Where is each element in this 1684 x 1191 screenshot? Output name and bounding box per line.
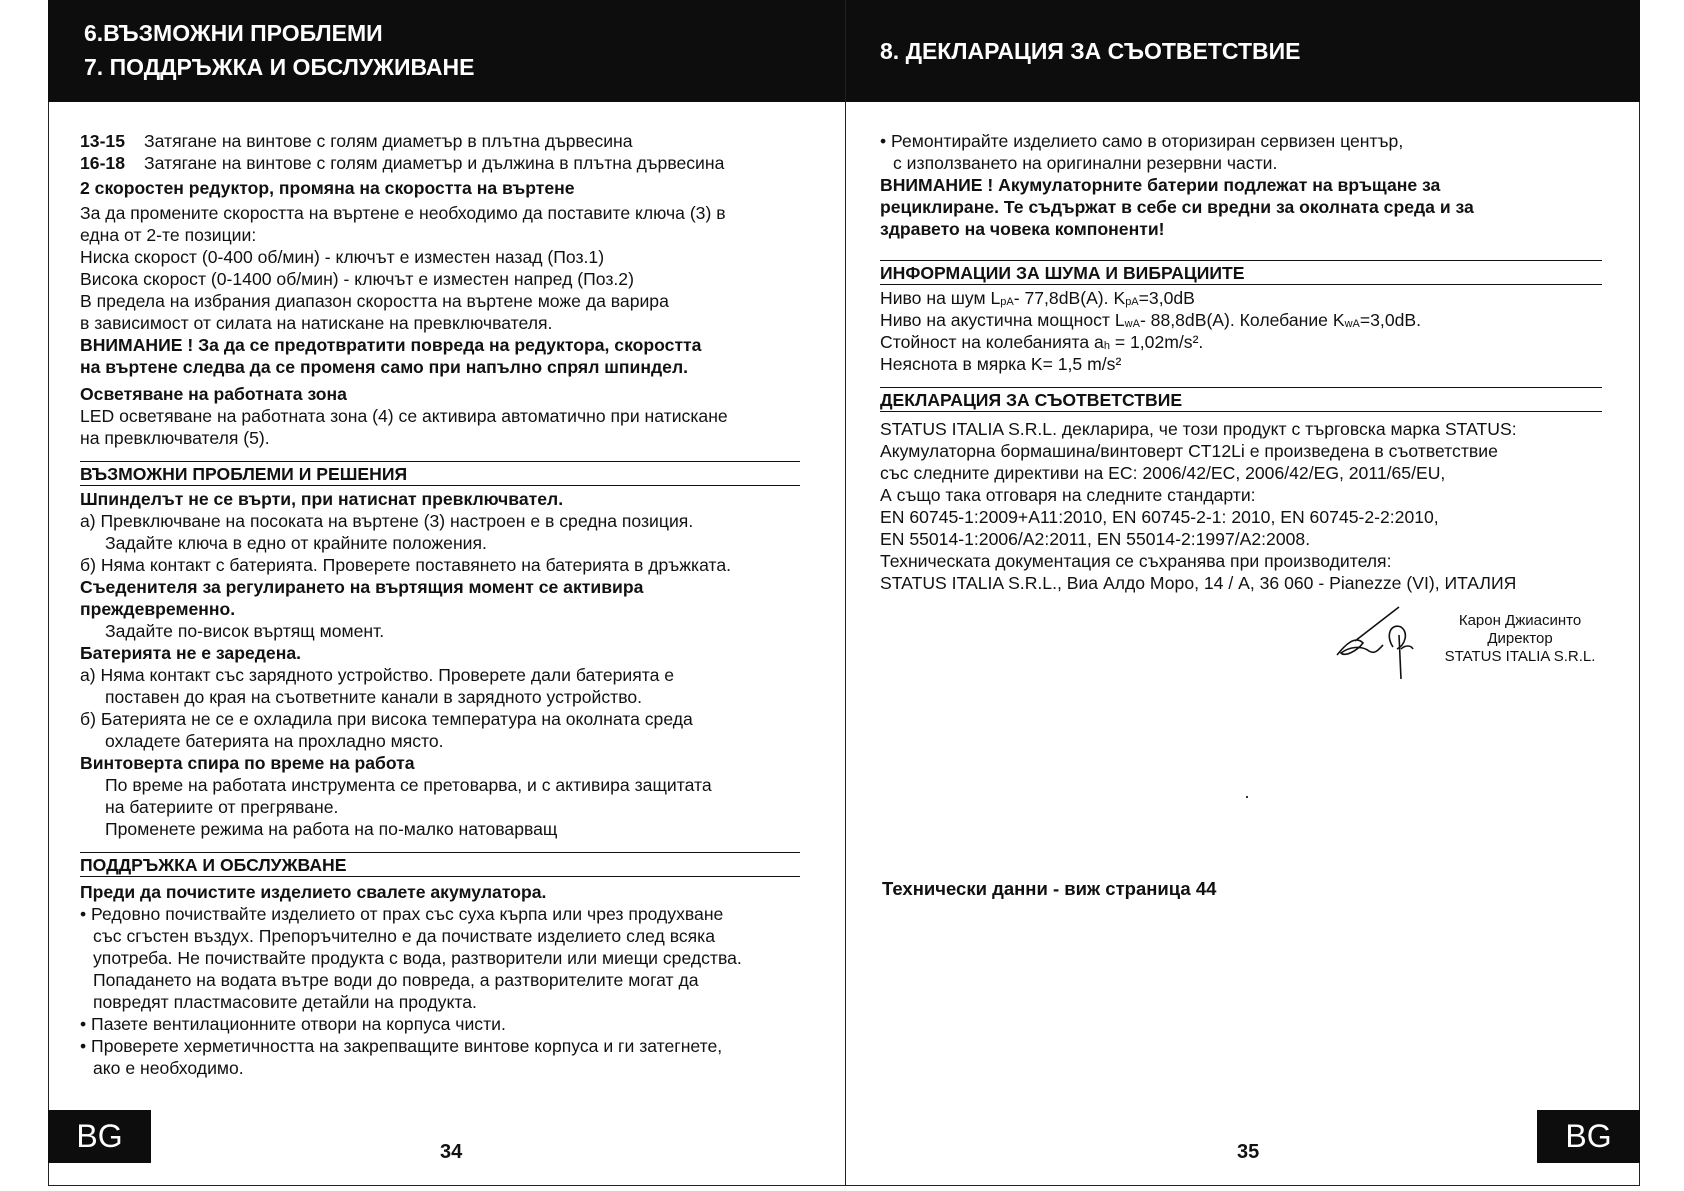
language-badge-right: BG (1537, 1110, 1640, 1163)
left-header-line1: 6.ВЪЗМОЖНИ ПРОБЛЕМИ (84, 20, 383, 46)
gear-line: За да промените скоростта на въртене е необходимо да поставите ключа (3) в (80, 203, 726, 223)
gear-warning: ВНИМАНИЕ ! За да се предотвратити повреда на редуктора, скоростта (80, 335, 702, 355)
maintenance-bullet-line: със сгъстен въздух. Препоръчително е да почиствате изделието след всяка (93, 926, 716, 946)
noise-level: Ниво на шум $L_{pA}-$ 77,8dB(A). $K_{pA}=3,0dB$ (880, 288, 1195, 308)
stray-dot (1246, 796, 1248, 798)
vibration-value: Стойност на колебанията $a_h = 1,02m/s^2$. (880, 332, 1204, 352)
problem-2-fix: Задайте по-висок въртящ момент. (105, 621, 385, 641)
page-divider (845, 0, 846, 1186)
problem-3-title: Батерията не е заредена. (80, 643, 302, 663)
declaration-line: със следните директиви на ЕС: 2006/42/EC, 2006/42/EG, 2011/65/EU, (880, 463, 1446, 483)
problems-title: ВЪЗМОЖНИ ПРОБЛЕМИ И РЕШЕНИЯ (80, 461, 800, 486)
light-line: LED осветяване на работната зона (4) се активира автоматично при натискане (80, 406, 728, 426)
left-column (80, 130, 840, 1079)
light-line: на превключвателя (5). (80, 428, 270, 448)
problem-1-title: Шпинделът не се върти, при натиснат превключвател. (80, 489, 564, 509)
repair-line: • Ремонтирайте изделието само в оторизиран сервизен център, (880, 131, 1404, 151)
problem-3-a: а) Няма контакт със зарядното устройство. Проверете дали батерията е (80, 665, 675, 685)
right-header (846, 0, 1640, 102)
problem-2-title: Съеденителя за регулирането на въртящия момент се активира (80, 577, 644, 597)
problem-2-title: преждевременно. (80, 599, 236, 619)
declaration-line: STATUS ITALIA S.R.L., Виа Алдо Моро, 14 / A, 36 060 - Pianezze (VI), ИТАЛИЯ (880, 573, 1517, 593)
declaration-line: А също така отговаря на следните стандарти: (880, 485, 1256, 505)
page-number-left: 34 (440, 1141, 463, 1163)
repair-line: с използването на оригинални резервни части. (893, 153, 1278, 173)
language-badge-left: BG (48, 1110, 151, 1163)
maintenance-bullet-line: ако е необходимо. (93, 1058, 244, 1078)
maintenance-title: ПОДДРЪЖКА И ОБСЛУЖВАНЕ (80, 852, 800, 877)
maintenance-bullet-line: употреба. Не почиствайте продукта с вода, разтворители или миещи средства. (93, 948, 742, 968)
problem-3-b: б) Батерията не се е охладила при висока температура на околната среда (80, 709, 693, 729)
acoustic-power: Ниво на акустична мощност $L_{wA}-$ 88,8dB(A). Колебание $K_{wA}=3,0dB$. (880, 310, 1422, 330)
right-header-title: 8. ДЕКЛАРАЦИЯ ЗА СЪОТВЕТСТВИЕ (880, 38, 1301, 64)
maintenance-bullet: • Пазете вентилационните отвори на корпуса чисти. (80, 1014, 506, 1034)
gear-line: Висока скорост (0-1400 об/мин) - ключът е изместен напред (Поз.2) (80, 269, 634, 289)
page-number-right: 35 (1237, 1141, 1260, 1163)
battery-warning: здравето на човека компоненти! (880, 219, 1165, 239)
declaration-line: EN 55014-1:2006/A2:2011, EN 55014-2:1997/A2:2008. (880, 529, 1311, 549)
problem-3-b-fix: охладете батерията на прохладно място. (105, 731, 444, 751)
noise-title: ИНФОРМАЦИИ ЗА ШУМА И ВИБРАЦИИТЕ (880, 260, 1602, 285)
problem-1-a: а) Превключване на посоката на въртене (3) настроен е в средна позиция. (80, 511, 694, 531)
maintenance-bullet-line: повредят пластмасовите детайли на продукта. (93, 992, 477, 1012)
declaration-line: STATUS ITALIA S.R.L. декларира, че този продукт с търговска марка STATUS: (880, 419, 1517, 439)
battery-warning: ВНИМАНИЕ ! Акумулаторните батерии подлежат на връщане за (880, 175, 1441, 195)
problem-4-line: на батериите от прегряване. (105, 797, 339, 817)
left-header (48, 0, 845, 102)
left-header-line2: 7. ПОДДРЪЖКА И ОБСЛУЖИВАНЕ (84, 54, 475, 80)
light-title: Осветяване на работната зона (80, 384, 347, 404)
problem-4-line: По време на работата инструмента се претоварва, и с активира защитата (105, 775, 712, 795)
gear-title: 2 скоростен редуктор, промяна на скоростта на въртене (80, 178, 575, 198)
signatory-role: Директор (1487, 630, 1553, 647)
maintenance-bullet: • Проверете херметичността на закрепващите винтове корпуса и ги затегнете, (80, 1036, 723, 1056)
uncertainty: Неяснота в мярка K= 1,5 m/s² (880, 354, 1122, 374)
gear-warning: на въртене следва да се променя само при напълно спрял шпиндел. (80, 357, 689, 377)
problem-4-line: Променете режима на работа на по-малко натоварващ (105, 819, 558, 839)
signature-image (1335, 605, 1415, 680)
gear-line: в зависимост от силата на натискане на превключвателя. (80, 313, 553, 333)
declaration-title: ДЕКЛАРАЦИЯ ЗА СЪОТВЕТСТВИЕ (880, 387, 1602, 412)
maintenance-bullet-line: Попадането на водата вътре води до повреда, а разтворителите могат да (93, 970, 699, 990)
problem-1-a-fix: Задайте ключа в едно от крайните положения. (105, 533, 487, 553)
torque-row: 13-15 Затягане на винтове с голям диаметър в плътна дървесина (80, 131, 633, 151)
declaration-line: Техническата документация се съхранява при производителя: (880, 551, 1392, 571)
problem-4-title: Винтоверта спира по време на работа (80, 753, 415, 773)
signatory-name: Карон Джиасинто (1458, 612, 1582, 629)
technical-data-reference: Технически данни - виж страница 44 (882, 878, 1217, 899)
signature-block (1430, 612, 1610, 666)
gear-line: една от 2-те позиции: (80, 225, 257, 245)
maintenance-subtitle: Преди да почистите изделието свалете акумулатора. (80, 882, 547, 902)
signatory-company: STATUS ITALIA S.R.L. (1444, 648, 1596, 665)
declaration-line: EN 60745-1:2009+A11:2010, EN 60745-2-1: 2010, EN 60745-2-2:2010, (880, 507, 1439, 527)
problem-1-b: б) Няма контакт с батерията. Проверете поставянето на батерията в дръжката. (80, 555, 732, 575)
gear-line: Ниска скорост (0-400 об/мин) - ключът е изместен назад (Поз.1) (80, 247, 605, 267)
maintenance-bullet: • Редовно почиствайте изделието от прах със суха кърпа или чрез продухване (80, 904, 724, 924)
right-column (880, 130, 1620, 594)
problem-3-a-fix: поставен до края на съответните канали в зарядното устройство. (105, 687, 643, 707)
torque-row: 16-18 Затягане на винтове с голям диаметър и дължина в плътна дървесина (80, 153, 725, 173)
battery-warning: рециклиране. Те съдържат в себе си вредни за околната среда и за (880, 197, 1474, 217)
gear-line: В предела на избрания диапазон скоростта на въртене може да варира (80, 291, 669, 311)
declaration-line: Акумулаторна бормашина/винтоверт CT12Li е произведена в съответствие (880, 441, 1498, 461)
